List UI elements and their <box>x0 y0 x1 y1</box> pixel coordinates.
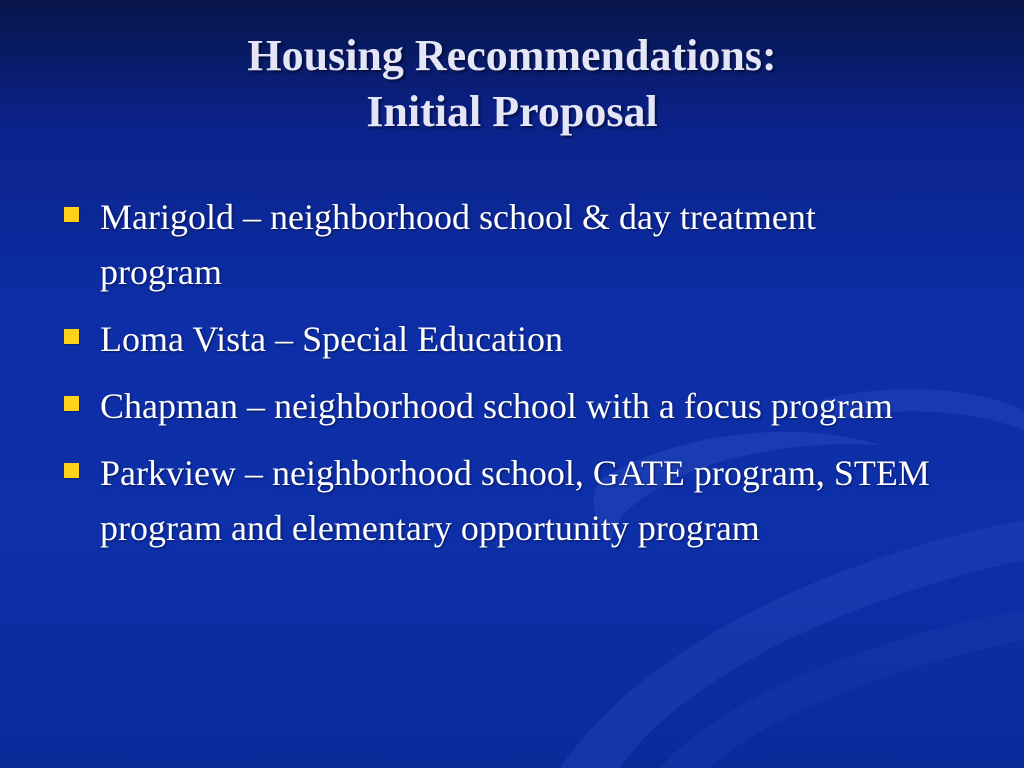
bullet-text: Loma Vista – Special Education <box>100 319 564 359</box>
bullet-item-loma-vista <box>62 312 942 367</box>
bullet-item-parkview <box>62 446 942 556</box>
slide-title <box>0 28 1024 140</box>
bullet-text: Parkview – neighborhood school, GATE program, STEM program and elementary opportunity program <box>100 453 930 548</box>
title-line-1: Housing Recommendations: <box>247 31 777 80</box>
square-bullet-icon <box>64 463 79 478</box>
bullet-item-chapman <box>62 379 942 434</box>
bullet-item-marigold <box>62 190 942 300</box>
bullet-text: Chapman – neighborhood school with a focus program <box>100 386 893 426</box>
title-line-2: Initial Proposal <box>366 87 658 136</box>
square-bullet-icon <box>64 329 79 344</box>
bullet-list <box>62 190 942 568</box>
square-bullet-icon <box>64 207 79 222</box>
bullet-text: Marigold – neighborhood school & day treatment program <box>100 197 816 292</box>
square-bullet-icon <box>64 396 79 411</box>
